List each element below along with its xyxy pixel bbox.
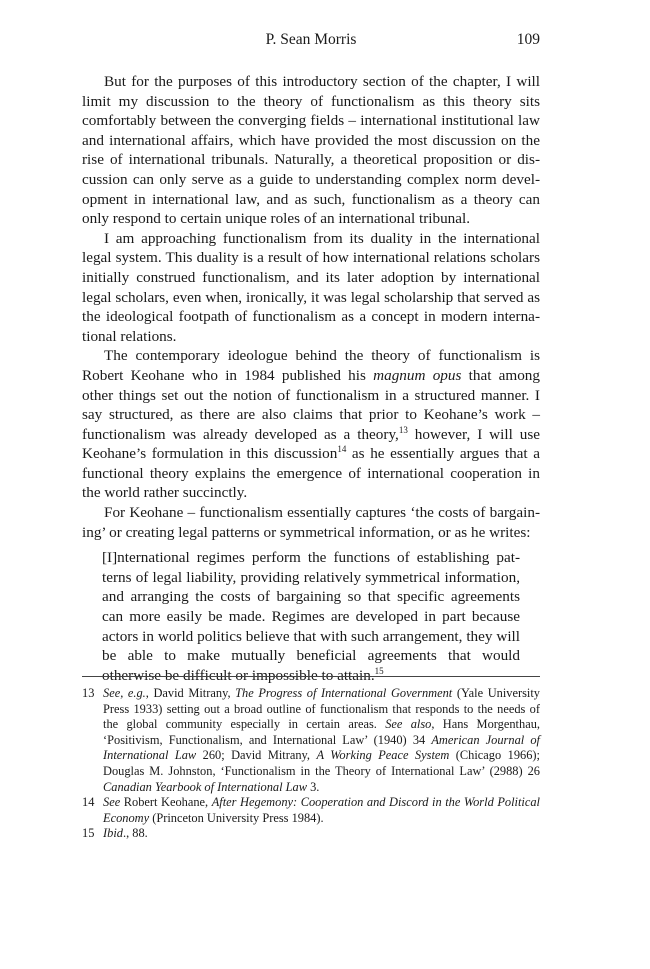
paragraph — [82, 346, 540, 503]
running-head — [82, 31, 540, 51]
footnote — [82, 826, 540, 842]
text-run: (Chicago 1966); Douglas M. Johnston, ‘Functionalism in the Theory of International Law’ (2988) 26 — [103, 748, 540, 778]
text-run: 3. — [307, 779, 320, 794]
text-run: (Yale University Press 1933) setting out a broad outline of functionalism that responds to the needs of the global community especially in certain areas. — [103, 686, 541, 732]
footnote-text — [103, 686, 540, 794]
text-run: After Hegemony: Cooperation and Discord in the World Political Economy — [103, 795, 540, 825]
text-run: ., 88. — [122, 826, 148, 841]
text-run: that among other things set out the notion of functionalism in a structured manner. I say structured, as there are also claims that prior to Keohane’s work – functionalism was already developed as a theory, — [82, 366, 540, 443]
text-run: The Progress of International Government — [235, 686, 453, 700]
text-run: Ibid — [103, 826, 123, 841]
paragraph — [82, 503, 540, 542]
footnote-rule — [82, 676, 540, 677]
text-run: magnum opus — [373, 366, 462, 384]
block-quote — [102, 548, 520, 685]
text-run: A Working Peace System — [316, 748, 450, 763]
footnote-text — [103, 826, 148, 840]
running-head-author: P. Sean Morris — [265, 31, 357, 48]
text-run: however, I will use Keohane’s formulation in this discussion — [82, 425, 540, 463]
footnote-number: 14 — [82, 795, 95, 810]
footnote — [82, 686, 540, 795]
text-run: American Journal of International Law — [103, 732, 540, 763]
text-run: (Princeton University Press 1984). — [149, 810, 324, 825]
page-number: 109 — [516, 31, 540, 48]
paragraph — [82, 72, 540, 229]
text-run: as he essentially argues that a functional theory explains the emergence of international cooperation in the world rather succinctly. — [82, 445, 540, 502]
footnotes — [82, 686, 540, 842]
text-run: [I]nternational regimes perform the functions of establishing patterns of legal liability, providing relatively symmetrical information, and arranging the costs of bargaining so that specific agreements can more easily be made. Regimes are developed in part because actors in world politics believe that with such arrangement, they will be able to make mutually beneficial agreements that would otherwise be difficult or impossible to attain. — [102, 549, 520, 684]
text-run: See, e.g. — [103, 686, 146, 700]
footnote-text — [103, 795, 540, 825]
footnote — [82, 795, 540, 826]
footnote-ref: 14 — [337, 444, 347, 455]
main-text — [82, 72, 540, 685]
footnote-number: 13 — [82, 686, 95, 700]
text-run: For Keohane – functionalism essentially captures ‘the costs of bargaining’ or creating legal patterns or symmetrical information, or as he writes: — [82, 504, 540, 541]
paragraph — [82, 229, 540, 347]
text-run: , David Mitrany, — [145, 686, 236, 700]
text-run: See also — [385, 717, 432, 732]
footnote-ref: 15 — [374, 665, 384, 676]
text-run: Robert Keohane, — [120, 795, 212, 810]
text-run: The contemporary ideologue behind the theory of functionalism is Robert Keohane who in 1984 published his — [82, 347, 540, 384]
text-run: 260; David Mitrany, — [196, 748, 317, 763]
footnote-number: 15 — [82, 826, 95, 841]
text-run: But for the purposes of this introductory section of the chapter, I will limit my discussion to the theory of functionalism as this theory sits comfortably between the converging fields – international institutional law and international affairs, which have provided the most discussion on the rise of international tribunals. Naturally, a theoretical proposition or discussion can only serve as a guide to understanding complex norm development in international law, and as such, functionalism as a theory can only respond to certain unique roles of an international tribunal. — [82, 73, 540, 228]
text-run: , Hans Morgenthau, ‘Positivism, Functionalism, and International Law’ (1940) 34 — [103, 717, 540, 747]
text-run: See — [103, 795, 121, 810]
text-run: I am approaching functionalism from its duality in the international legal system. This duality is a result of how international relations scholars initially construed functionalism, and its later adoption by international legal scholars, even when, ironically, it was legal scholarship that served as the ideological footpath of functionalism as a concept in modern international relations. — [82, 229, 540, 345]
text-run: Canadian Yearbook of International Law — [103, 779, 308, 794]
footnote-ref: 13 — [398, 424, 408, 435]
